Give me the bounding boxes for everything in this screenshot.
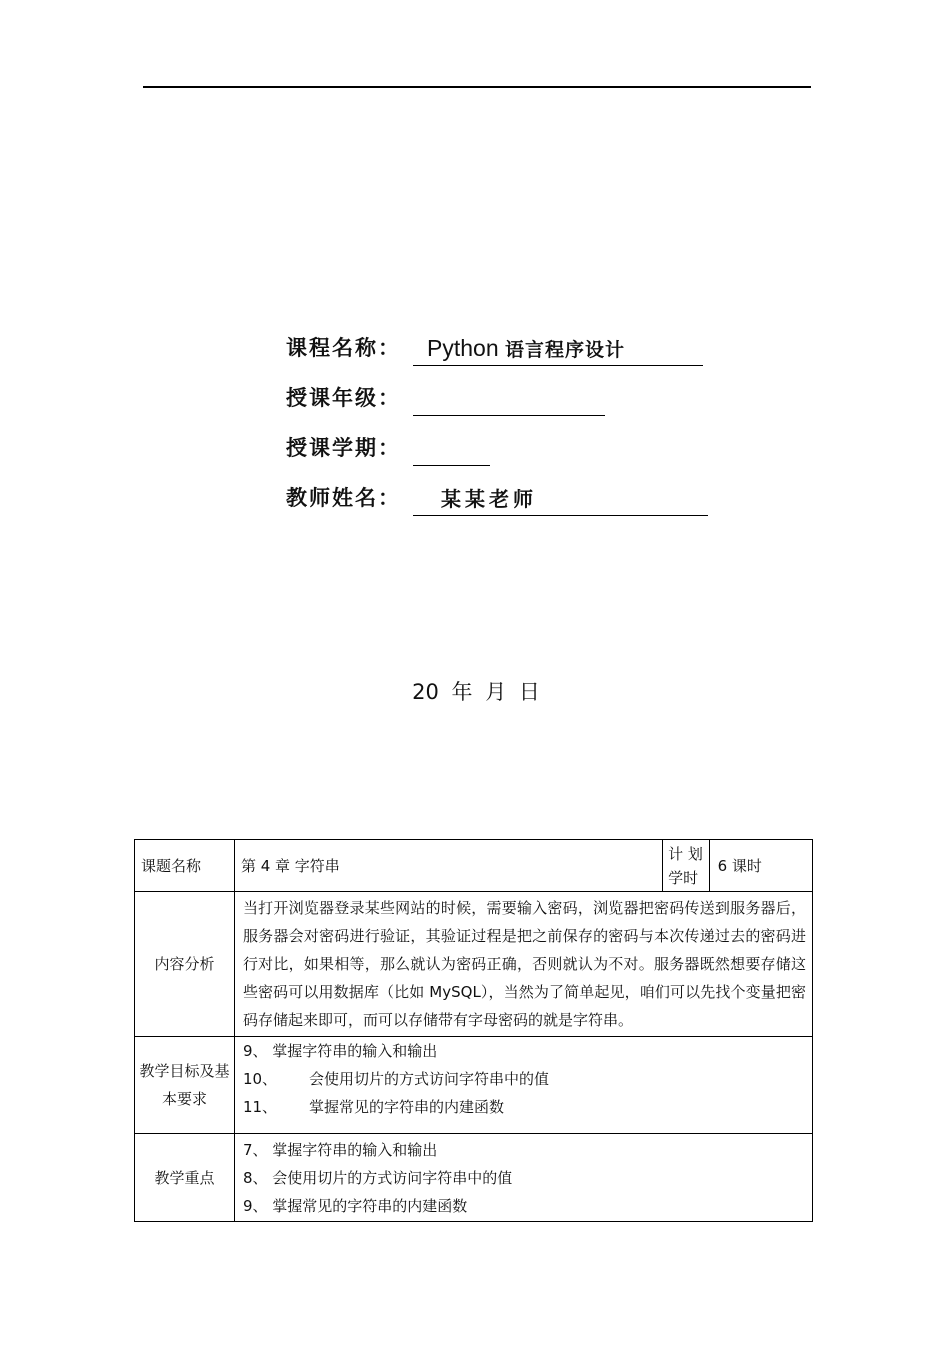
goal-number: 9、 (242, 1042, 268, 1060)
grade-underline (413, 385, 605, 416)
goal-item (243, 1037, 804, 1065)
course-name-value (427, 335, 625, 362)
focus-item (243, 1164, 804, 1192)
analysis-label: 内容分析 (135, 892, 235, 1037)
focus-list (234, 1134, 812, 1222)
focus-item (243, 1136, 804, 1164)
grade-field (286, 370, 726, 420)
goal-number: 10、 (242, 1070, 278, 1088)
date-line: 20 年 月 日 (412, 680, 540, 704)
analysis-row (135, 892, 813, 1037)
goals-label: 教学目标及基本要求 (135, 1037, 235, 1134)
cover-fields (286, 320, 726, 520)
focus-number: 8、 (242, 1168, 268, 1187)
topic-value: 第 4 章 字符串 (234, 840, 662, 892)
focus-row (135, 1134, 813, 1222)
teacher-field (286, 470, 726, 520)
goal-text: 掌握字符串的输入和输出 (272, 1042, 438, 1060)
term-underline (413, 435, 490, 466)
focus-text: 掌握常见的字符串的内建函数 (272, 1196, 468, 1215)
goal-item (243, 1065, 804, 1093)
focus-number: 7、 (242, 1140, 268, 1159)
focus-label: 教学重点 (135, 1134, 235, 1222)
focus-number: 9、 (242, 1196, 268, 1215)
topic-row (135, 840, 813, 892)
grade-label: 授课年级： (286, 386, 401, 410)
course-name-field (286, 320, 726, 370)
focus-text: 会使用切片的方式访问字符串中的值 (272, 1168, 513, 1187)
focus-item (243, 1192, 804, 1220)
goal-number: 11、 (242, 1098, 278, 1116)
term-field (286, 420, 726, 470)
course-name-en: Python (427, 335, 499, 361)
course-name-label: 课程名称： (286, 336, 401, 360)
goals-list (234, 1037, 812, 1134)
hours-label: 计 划学时 (663, 840, 710, 892)
goal-item (243, 1093, 804, 1121)
analysis-text: 当打开浏览器登录某些网站的时候，需要输入密码，浏览器把密码传送到服务器后，服务器会对密码进行验证，其验证过程是把之前保存的密码与本次传递过去的密码进行对比，如果相等，那么就认为密码正确，否则就认为不对。服务器既然想要存储这些密码可以用数据库（比如 MySQL），当然为了简单起见，咱们可以先找个变量把密码存储起来即可，而可以存储带有字母密码的就是字符串。 (234, 892, 812, 1037)
goal-text: 掌握常见的字符串的内建函数 (309, 1098, 505, 1116)
topic-label: 课题名称 (135, 840, 235, 892)
lesson-plan-table (134, 839, 813, 1222)
hours-value: 6 课时 (709, 840, 812, 892)
teacher-value: 某某老师 (441, 487, 537, 511)
focus-text: 掌握字符串的输入和输出 (272, 1140, 438, 1159)
teacher-label: 教师姓名： (286, 486, 401, 510)
term-label: 授课学期： (286, 436, 401, 460)
goal-text: 会使用切片的方式访问字符串中的值 (309, 1070, 550, 1088)
course-name-cn: 语言程序设计 (505, 339, 626, 361)
header-rule (143, 86, 811, 88)
goals-row (135, 1037, 813, 1134)
